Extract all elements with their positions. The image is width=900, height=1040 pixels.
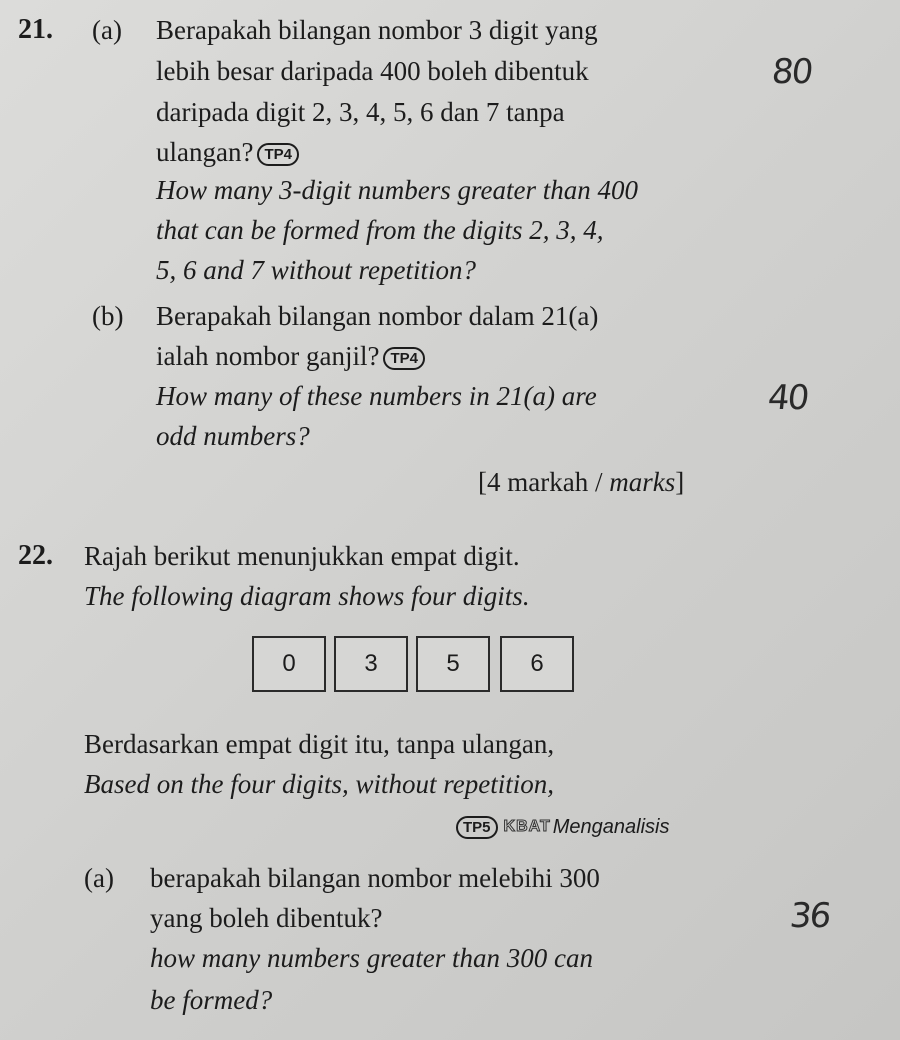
question-22-number: 22.: [18, 540, 53, 571]
q22a-en-line-2: be formed?: [150, 985, 273, 1015]
question-21-number: 21.: [18, 14, 53, 45]
q21a-en-line-3: 5, 6 and 7 without repetition?: [156, 255, 476, 285]
marks-end: ]: [675, 467, 685, 497]
q21b-en-line-1: How many of these numbers in 21(a) are: [156, 381, 597, 411]
digit-box-6: 6: [500, 636, 574, 692]
handwritten-answer-22a: 36: [787, 896, 832, 936]
digit-box-0: 0: [252, 636, 326, 692]
q21a-ms-line-2: lebih besar daripada 400 boleh dibentuk: [156, 56, 589, 86]
tp5-badge: TP5: [456, 816, 498, 839]
q22-based-en: Based on the four digits, without repetition,: [84, 769, 554, 799]
q21b-ms-line-2-text: ialah nombor ganjil?: [156, 341, 380, 371]
q21-part-a-label: (a): [92, 15, 122, 45]
q22a-ms-line-2: yang boleh dibentuk?: [150, 903, 383, 933]
q21a-ms-line-4: [156, 136, 299, 168]
handwritten-answer-21b: 40: [765, 378, 810, 418]
q21b-ms-line-1: Berapakah bilangan nombor dalam 21(a): [156, 301, 599, 331]
tp4-badge: TP4: [257, 143, 299, 166]
marks-label: [478, 466, 684, 498]
q22-intro-en: The following diagram shows four digits.: [84, 581, 530, 611]
q21a-en-line-1: How many 3-digit numbers greater than 400: [156, 175, 638, 205]
tp4-badge: TP4: [383, 347, 425, 370]
q21b-ms-line-2: [156, 340, 425, 372]
q22-intro-ms: Rajah berikut menunjukkan empat digit.: [84, 541, 520, 571]
q21a-ms-line-3: daripada digit 2, 3, 4, 5, 6 dan 7 tanpa: [156, 97, 565, 127]
q21-part-b-label: (b): [92, 301, 124, 331]
q22-part-a-label: (a): [84, 863, 114, 893]
q22-based-ms: Berdasarkan empat digit itu, tanpa ulangan,: [84, 729, 555, 759]
q21a-ms-line-1: Berapakah bilangan nombor 3 digit yang: [156, 15, 598, 45]
digit-box-5: 5: [416, 636, 490, 692]
q21a-en-line-2: that can be formed from the digits 2, 3, 4,: [156, 215, 604, 245]
q21b-en-line-2: odd numbers?: [156, 421, 310, 451]
q22-skill-tags: [452, 814, 670, 840]
digit-box-3: 3: [334, 636, 408, 692]
kbat-label: KBAT: [503, 818, 551, 836]
q21a-ms-line-4-text: ulangan?: [156, 137, 254, 167]
marks-ms: [4 markah /: [478, 467, 610, 497]
skill-label: Menganalisis: [552, 816, 670, 839]
handwritten-answer-21a: 80: [769, 52, 814, 92]
q22a-en-line-1: how many numbers greater than 300 can: [150, 943, 593, 973]
marks-en: marks: [609, 467, 676, 497]
q22a-ms-line-1: berapakah bilangan nombor melebihi 300: [150, 863, 600, 893]
